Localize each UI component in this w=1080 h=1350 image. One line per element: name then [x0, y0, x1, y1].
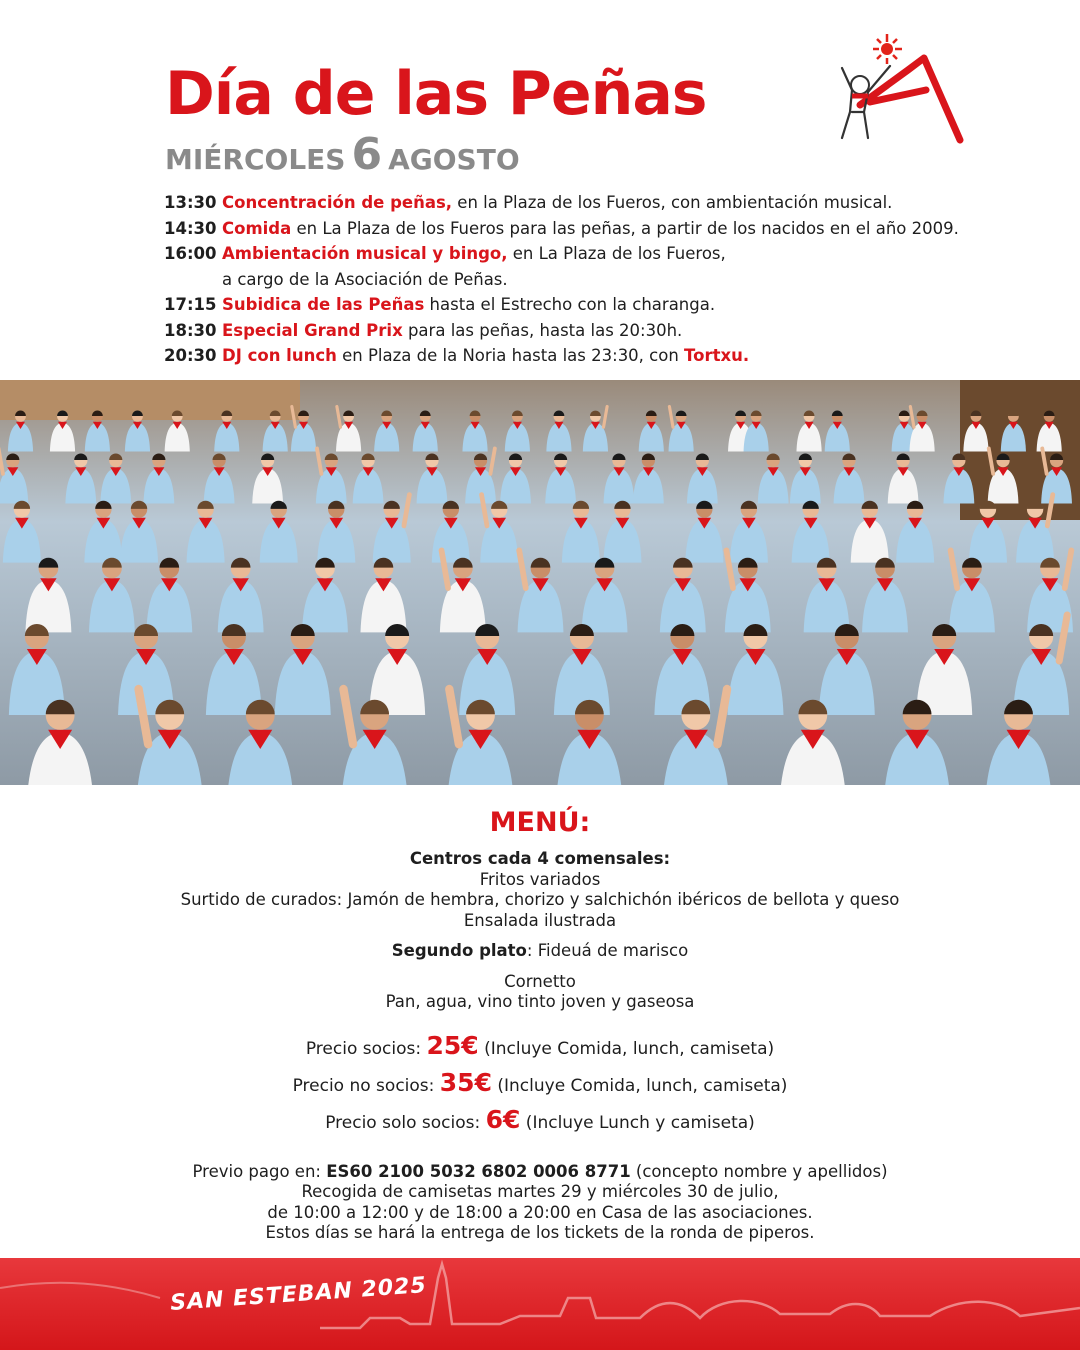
menu-segundo-label: Segundo plato [391, 941, 527, 960]
payment-note: de 10:00 a 12:00 y de 18:00 a 20:00 en Casa de las asociaciones. [267, 1202, 813, 1222]
schedule-item [164, 343, 1064, 369]
price-amount: 35€ [439, 1067, 492, 1097]
payment-note: Estos días se hará la entrega de los tickets de la ronda de piperos. [265, 1223, 815, 1242]
payment-note: Recogida de camisetas martes 29 y miércoles 30 de julio, [301, 1182, 779, 1201]
menu-item: Surtido de curados: Jamón de hembra, chorizo y salchichón ibéricos de bellota y queso [180, 890, 900, 909]
price-line [0, 1029, 1080, 1066]
price-note: (Incluye Lunch y camiseta) [520, 1112, 755, 1133]
schedule-item [164, 292, 1064, 318]
schedule-text: en la Plaza de los Fueros, con ambientación musical. [452, 193, 893, 212]
schedule-time: 16:00 [164, 244, 217, 263]
payment-line [0, 1162, 1080, 1183]
schedule-highlight: Ambientación musical y bingo, [222, 244, 508, 263]
payment-iban: ES60 2100 5032 6802 0006 8771 [326, 1161, 631, 1181]
menu-item: Fritos variados [479, 869, 601, 889]
price-label: Precio solo socios: [325, 1112, 486, 1133]
schedule-text: en Plaza de la Noria hasta las 23:30, con [336, 346, 685, 365]
schedule-text: hasta el Estrecho con la charanga. [424, 295, 716, 314]
schedule-text: en La Plaza de los Fueros para las peñas, a partir de los nacidos en el año 2009. [291, 218, 959, 238]
price-note: (Incluye Comida, lunch, camiseta) [478, 1038, 775, 1059]
schedule-item [164, 190, 1064, 216]
page-title: Día de las Peñas [165, 59, 707, 129]
schedule-time: 20:30 [164, 346, 217, 365]
crowd-photo-illustration [0, 380, 1080, 785]
schedule-text: para las peñas, hasta las 20:30h. [402, 320, 683, 340]
schedule-time: 14:30 [164, 218, 217, 238]
schedule-highlight: Comida [222, 218, 292, 238]
menu-section [0, 805, 1080, 1244]
price-label: Precio socios: [305, 1038, 427, 1059]
price-list [0, 1029, 1080, 1140]
penas-figure-logo-icon [830, 30, 965, 145]
date-day: 6 [351, 129, 383, 180]
schedule-time: 18:30 [164, 320, 217, 340]
date-weekday: MIÉRCOLES [165, 143, 346, 176]
schedule-item [164, 216, 1064, 242]
menu-segundo-value: : Fideuá de marisco [526, 941, 689, 960]
payment-concept: (concepto nombre y apellidos) [630, 1161, 888, 1181]
price-note: (Incluye Comida, lunch, camiseta) [491, 1075, 788, 1096]
menu-item: Ensalada ilustrada [463, 910, 617, 930]
menu-segundo [0, 941, 1080, 962]
payment-info [0, 1162, 1080, 1244]
schedule-time: 17:15 [164, 295, 217, 314]
schedule-highlight: Concentración de peñas, [222, 193, 453, 212]
crowd-photo [0, 380, 1080, 785]
schedule-list [164, 190, 1064, 369]
schedule-highlight: Subidica de las Peñas [222, 295, 425, 314]
event-date [165, 130, 520, 185]
schedule-highlight: Especial Grand Prix [222, 320, 403, 340]
price-line [0, 1066, 1080, 1103]
menu-item: Pan, agua, vino tinto joven y gaseosa [385, 992, 695, 1011]
schedule-text-line2: a cargo de la Asociación de Peñas. [222, 269, 508, 289]
schedule-highlight: DJ con lunch [222, 346, 337, 365]
schedule-text: en La Plaza de los Fueros, [507, 244, 726, 263]
price-amount: 25€ [426, 1030, 479, 1060]
price-label: Precio no socios: [292, 1075, 440, 1096]
price-line [0, 1103, 1080, 1140]
town-skyline-icon [0, 1258, 1080, 1350]
menu-item: Cornetto [504, 971, 576, 991]
menu-postre [0, 972, 1080, 1013]
menu-centros [0, 849, 1080, 931]
menu-title: MENÚ: [489, 807, 591, 838]
schedule-highlight-dj: Tortxu. [684, 346, 750, 365]
footer-title: SAN ESTEBAN 2025 [169, 1273, 428, 1316]
payment-label: Previo pago en: [192, 1161, 327, 1181]
date-month: AGOSTO [388, 143, 520, 176]
menu-centros-label: Centros cada 4 comensales: [409, 849, 671, 868]
schedule-time: 13:30 [164, 193, 217, 212]
schedule-item [164, 318, 1064, 344]
price-amount: 6€ [485, 1104, 521, 1134]
footer-banner [0, 1258, 1080, 1350]
schedule-item [164, 241, 1064, 292]
